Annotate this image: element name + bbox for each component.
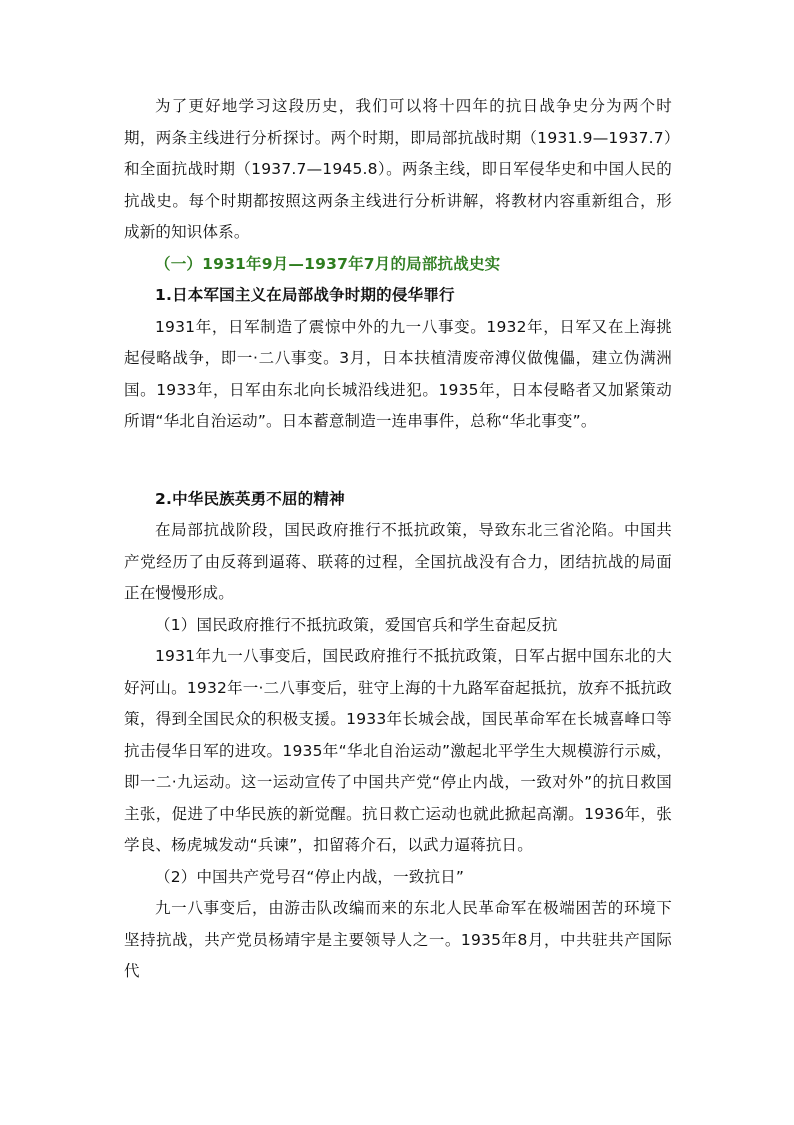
- section-heading: （一）1931年9月—1937年7月的局部抗战史实: [155, 254, 501, 273]
- point-2-paragraph: 九一八事变后，由游击队改编而来的东北人民革命军在极端困苦的环境下坚持抗战，共产党员杨靖宇是主要领导人之一。1935年8月，中共驻共产国际代: [124, 899, 672, 980]
- document-body: [124, 91, 672, 988]
- blank-line: [124, 438, 672, 484]
- subsection-2-paragraph: 在局部抗战阶段，国民政府推行不抵抗政策，导致东北三省沦陷。中国共产党经历了由反蒋到逼蒋、联蒋的过程，全国抗战没有合力，团结抗战的局面正在慢慢形成。: [124, 521, 672, 602]
- subsection-heading-1: 1.日本军国主义在局部战争时期的侵华罪行: [155, 286, 455, 304]
- subsection-1-paragraph: 1931年，日军制造了震惊中外的九一八事变。1932年，日军又在上海挑起侵略战争，即一·二八事变。3月，日本扶植清废帝溥仪做傀儡，建立伪满洲国。1933年，日军由东北向长城沿线进犯。1935年，日本侵略者又加紧策动所谓“华北自治运动”。日本蓄意制造一连串事件，总称“华北事变”。: [124, 317, 672, 430]
- point-heading-2: （2）中国共产党号召“停止内战，一致抗日”: [155, 867, 465, 886]
- intro-paragraph: 为了更好地学习这段历史，我们可以将十四年的抗日战争史分为两个时期，两条主线进行分析探讨。两个时期，即局部抗战时期（1931.9—1937.7）和全面抗战时期（1937.7—1945.8）。两条主线，即日军侵华史和中国人民的抗战史。每个时期都按照这两条主线进行分析讲解，将教材内容重新组合，形成新的知识体系。: [124, 97, 672, 241]
- point-1-paragraph: 1931年九一八事变后，国民政府推行不抵抗政策，日军占据中国东北的大好河山。1932年一·二八事变后，驻守上海的十九路军奋起抵抗，放弃不抵抗政策，得到全国民众的积极支援。1933年长城会战，国民革命军在长城喜峰口等抗击侵华日军的进攻。1935年“华北自治运动”激起北平学生大规模游行示威，即一二·九运动。这一运动宣传了中国共产党“停止内战，一致对外”的抗日救国主张，促进了中华民族的新觉醒。抗日救亡运动也就此掀起高潮。1936年，张学良、杨虎城发动“兵谏”，扣留蒋介石，以武力逼蒋抗日。: [124, 647, 672, 854]
- subsection-heading-2: 2.中华民族英勇不屈的精神: [155, 489, 345, 508]
- point-heading-1: （1）国民政府推行不抵抗政策，爱国官兵和学生奋起反抗: [155, 615, 558, 634]
